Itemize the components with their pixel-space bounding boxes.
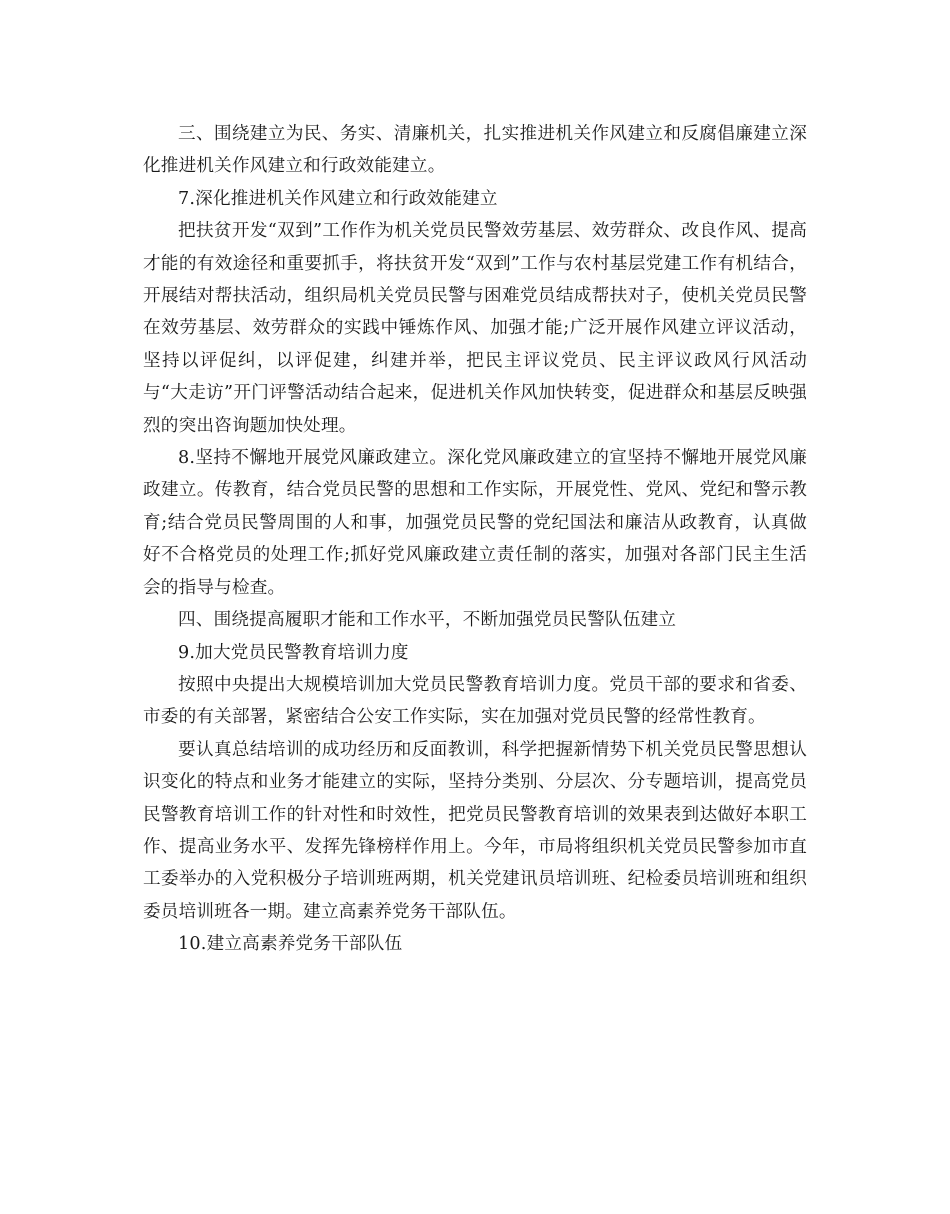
paragraph-section-four-heading: 四、围绕提高履职才能和工作水平，不断加强党员民警队伍建立: [178, 610, 677, 631]
paragraph-item-7-heading: 7.深化推进机关作风建立和行政效能建立: [178, 188, 498, 209]
paragraph-section-three-heading: 三、围绕建立为民、务实、清廉机关，扎实推进机关作风建立和反腐倡廉建立深化推进机关作风建立和行政效能建立。: [143, 124, 807, 177]
paragraph-item-7-body: 把扶贫开发“双到”工作作为机关党员民警效劳基层、效劳群众、改良作风、提高才能的有效途径和重要抓手，将扶贫开发“双到”工作与农村基层党建工作有机结合，开展结对帮扶活动，组织局机关党员民警与困难党员结成帮扶对子，使机关党员民警在效劳基层、效劳群众的实践中锤炼作风、加强才能;广泛开展作风建立评议活动，坚持以评促纠，以评促建，纠建并举，把民主评议党员、民主评议政风行风活动与“大走访”开门评警活动结合起来，促进机关作风加快转变，促进群众和基层反映强烈的突出咨询题加快处理。: [143, 221, 807, 436]
paragraph-item-9-body: 按照中央提出大规模培训加大党员民警教育培训力度。党员干部的要求和省委、市委的有关部署，紧密结合公安工作实际，实在加强对党员民警的经常性教育。: [143, 674, 807, 728]
paragraph-item-10-heading: 10.建立高素养党务干部队伍: [178, 934, 403, 955]
paragraph-item-9-heading: 9.加大党员民警教育培训力度: [178, 642, 409, 663]
document-body: [143, 118, 807, 961]
paragraph-item-8: 8.坚持不懈地开展党风廉政建立。深化党风廉政建立的宣坚持不懈地开展党风廉政建立。传教育，结合党员民警的思想和工作实际，开展党性、党风、党纪和警示教育;结合党员民警周围的人和事，加强党员民警的党纪国法和廉洁从政教育，认真做好不合格党员的处理工作;抓好党风廉政建立责任制的落实，加强对各部门民主生活会的指导与检查。: [143, 448, 807, 598]
paragraph-training-body: 要认真总结培训的成功经历和反面教训，科学把握新情势下机关党员民警思想认识变化的特点和业务才能建立的实际，坚持分类别、分层次、分专题培训，提高党员民警教育培训工作的针对性和时效性，把党员民警教育培训的效果表到达做好本职工作、提高业务水平、发挥先锋榜样作用上。今年，市局将组织机关党员民警参加市直工委举办的入党积极分子培训班两期，机关党建讯员培训班、纪检委员培训班和组织委员培训班各一期。建立高素养党务干部队伍。: [143, 739, 807, 922]
